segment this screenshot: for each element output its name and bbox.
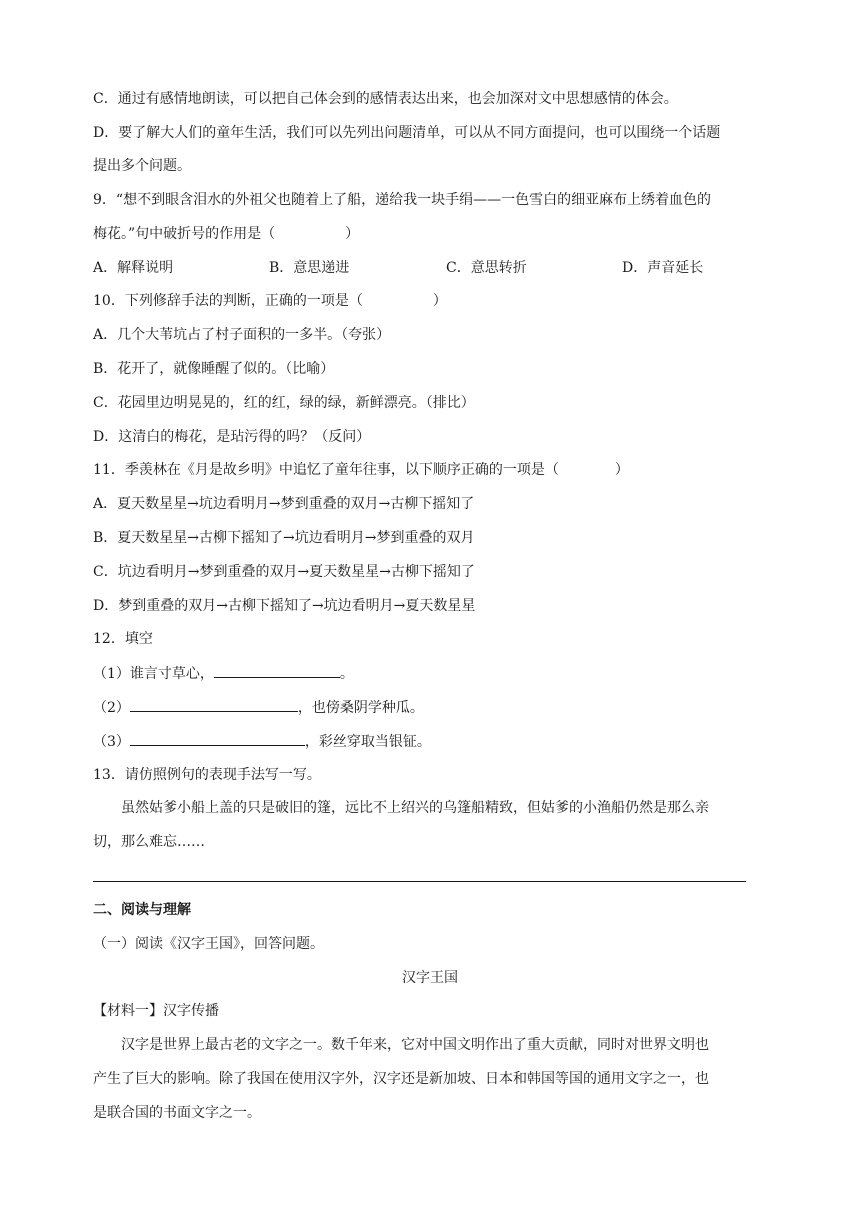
q11-option-b: B．夏天数星星→古柳下摇知了→坑边看明月→梦到重叠的双月 <box>93 530 475 546</box>
q13-answer-line[interactable] <box>93 881 746 882</box>
q12-item-3 <box>93 731 431 752</box>
q8-option-c: C．通过有感情地朗读，可以把自己体会到的感情表达出来，也会加深对文中思想感情的体会。 <box>93 91 678 107</box>
passage-paragraph-line1: 汉字是世界上最古老的文字之一。数千年来，它对中国文明作出了重大贡献，同时对世界文明也 <box>121 1037 709 1053</box>
q12-item-1-blank[interactable] <box>214 663 340 678</box>
q9-close-paren: ） <box>345 226 360 242</box>
q11-option-d: D．梦到重叠的双月→古柳下摇知了→坑边看明月→夏天数星星 <box>93 598 476 614</box>
q13-example-line2: 切，那么难忘…… <box>93 834 205 850</box>
q9-stem-line2 <box>93 224 359 244</box>
section-2-heading: 二、阅读与理解 <box>93 902 191 918</box>
q11-stem <box>93 460 629 480</box>
q10-option-d: D．这清白的梅花，是玷污得的吗？（反问） <box>93 429 371 445</box>
q11-option-c: C．坑边看明月→梦到重叠的双月→夏天数星星→古柳下摇知了 <box>93 564 475 580</box>
q10-option-c: C．花园里边明晃晃的，红的红，绿的绿，新鲜漂亮。（排比） <box>93 395 475 411</box>
reading-1-instruction: （一）阅读《汉字王国》，回答问题。 <box>93 936 324 952</box>
q10-option-b: B．花开了，就像睡醒了似的。（比喻） <box>93 361 335 377</box>
q12-item-2-blank[interactable] <box>130 697 298 712</box>
q13-example-line1: 虽然姑爹小船上盖的只是破旧的篷，远比不上绍兴的乌篷船精致，但姑爹的小渔船仍然是那么亲 <box>121 800 709 816</box>
q8-option-d-line1: D．要了解大人们的童年生活，我们可以先列出问题清单，可以从不同方面提问，也可以围绕一个话题 <box>93 125 721 141</box>
q12-item-2 <box>93 697 424 718</box>
q9-option-b: B．意思递进 <box>269 260 350 276</box>
q12-item-3-blank[interactable] <box>130 731 305 746</box>
q12-item-2-num: （2） <box>93 700 130 716</box>
q12-item-3-num: （3） <box>93 734 130 750</box>
q10-stem <box>93 291 447 311</box>
q10-close-paren: ） <box>432 293 447 309</box>
q12-item-1 <box>93 663 354 684</box>
q9-option-a: A．解释说明 <box>93 260 174 276</box>
q8-option-d-line2: 提出多个问题。 <box>93 158 191 174</box>
q12-item-2-text: ，也傍桑阴学种瓜。 <box>297 700 424 716</box>
q12-stem: 12．填空 <box>93 631 153 647</box>
q12-item-3-text: ，彩丝穿取当银钲。 <box>304 734 431 750</box>
passage-paragraph-line2: 产生了巨大的影响。除了我国在使用汉字外，汉字还是新加坡、日本和韩国等国的通用文字之一，也 <box>93 1071 709 1087</box>
q9-stem-line1: 9．“想不到眼含泪水的外祖父也随着上了船，递给我一块手绢——一色雪白的细亚麻布上绣着血色的 <box>93 192 712 208</box>
passage-title: 汉字王国 <box>402 970 458 986</box>
q12-item-1-end: 。 <box>339 666 354 682</box>
q11-option-a: A．夏天数星星→坑边看明月→梦到重叠的双月→古柳下摇知了 <box>93 496 475 512</box>
q9-stem-text: 梅花。”句中破折号的作用是（ <box>93 226 276 242</box>
q11-close-paren: ） <box>614 462 629 478</box>
passage-paragraph-line3: 是联合国的书面文字之一。 <box>93 1105 261 1121</box>
material-1-heading: 【材料一】汉字传播 <box>93 1003 219 1019</box>
q10-stem-text: 10．下列修辞手法的判断，正确的一项是（ <box>93 293 363 309</box>
q12-item-1-text: （1）谁言寸草心， <box>93 666 214 682</box>
q11-stem-text: 11．季羡林在《月是故乡明》中追忆了童年往事，以下顺序正确的一项是（ <box>93 462 559 478</box>
q10-option-a: A．几个大苇坑占了村子面积的一多半。（夸张） <box>93 327 391 343</box>
q9-option-c: C．意思转折 <box>446 260 527 276</box>
q9-option-d: D．声音延长 <box>622 260 704 276</box>
q13-stem: 13．请仿照例句的表现手法写一写。 <box>93 767 321 783</box>
